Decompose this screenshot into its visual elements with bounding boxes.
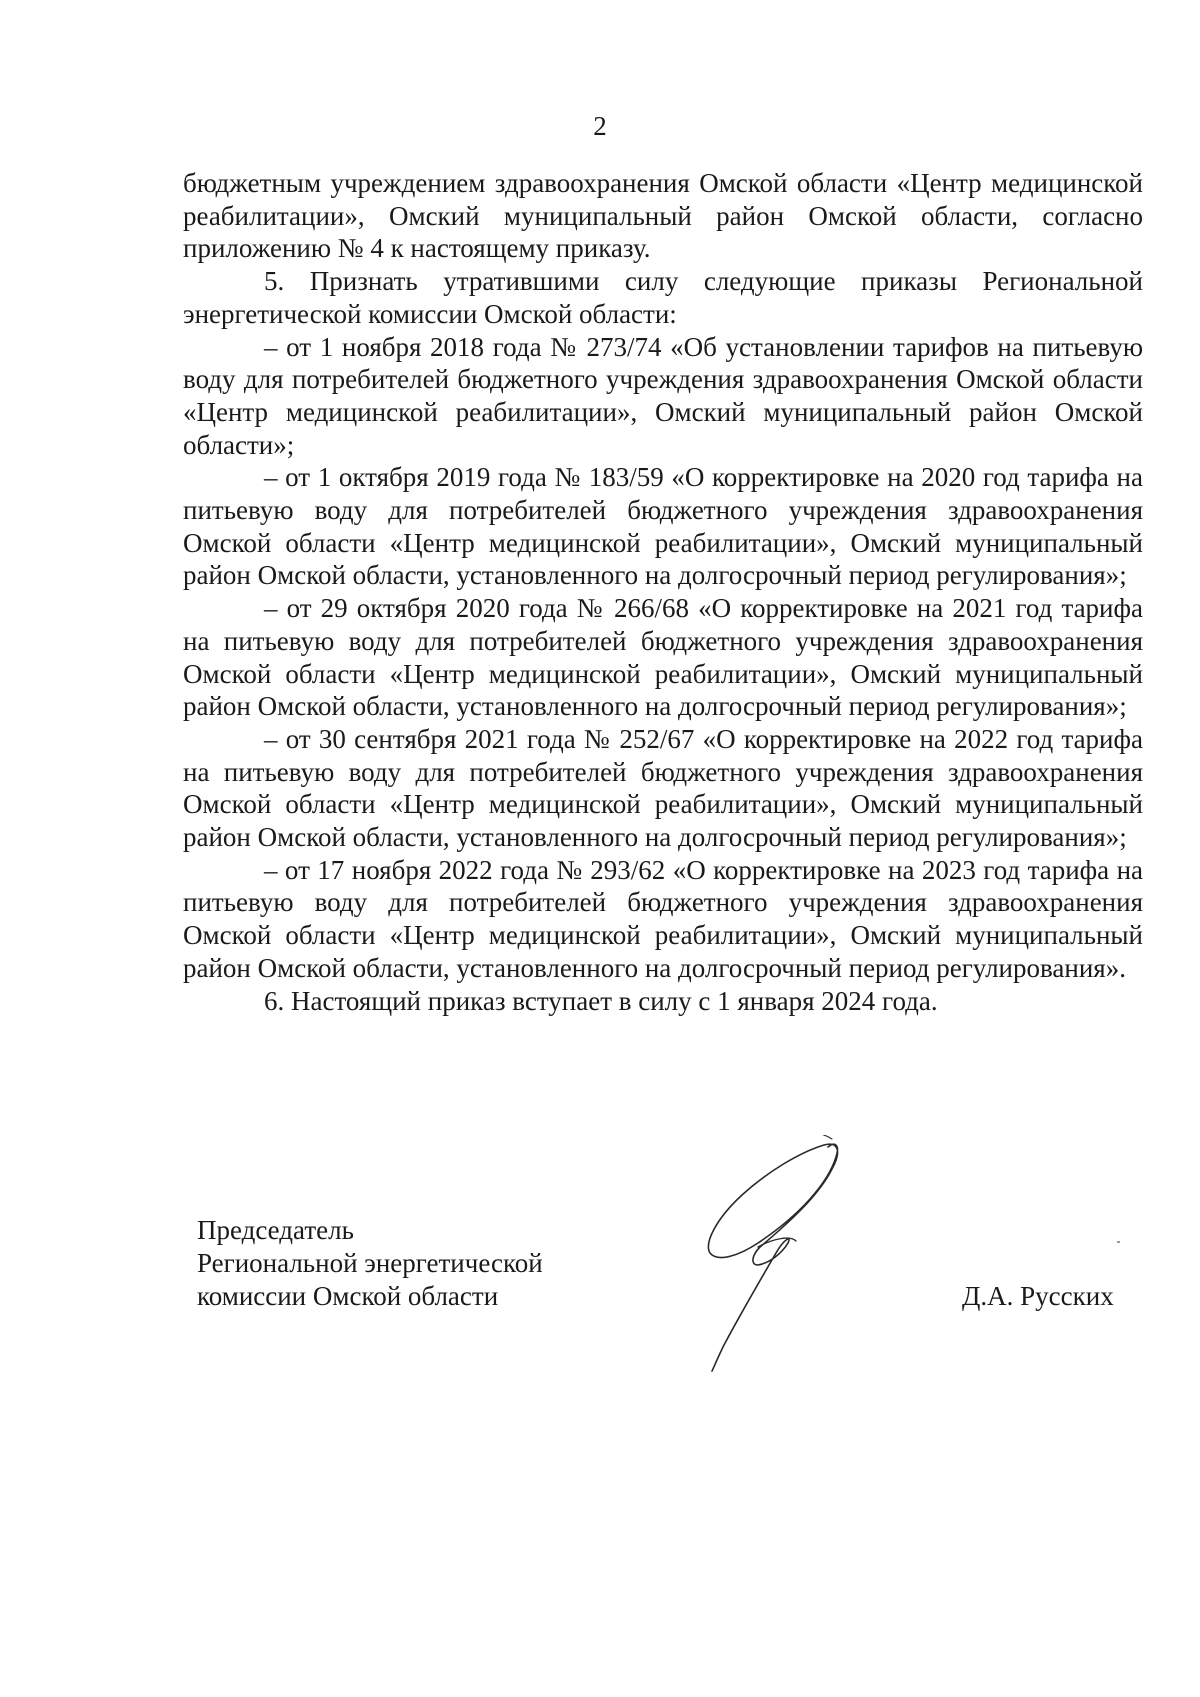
paragraph-order-2021: – от 30 сентября 2021 года № 252/67 «О корректировке на 2022 год тарифа на питьевую воду для потребителей бюджетного учреждения здравоохранения Омской области «Центр медицинской реабилитации», Омский муниципальный район Омской области, установленного на долгосрочный период регулирования»; [183,723,1143,853]
signer-position-line: комиссии Омской области [197,1281,499,1311]
signer-position-line: Региональной энергетической [197,1248,543,1278]
paragraph-order-2019: – от 1 октября 2019 года № 183/59 «О корректировке на 2020 год тарифа на питьевую воду для потребителей бюджетного учреждения здравоохранения Омской области «Центр медицинской реабилитации», Омский муниципальный район Омской области, установленного на долгосрочный период регулирования»; [183,462,1143,591]
signer-position [197,1214,543,1313]
handwritten-signature [700,1135,920,1375]
page-number: 2 [593,111,607,141]
paragraph-item-5: 5. Признать утратившими силу следующие приказы Региональной энергетической комиссии Омской области: [183,266,1143,329]
paragraph-order-2022: – от 17 ноября 2022 года № 293/62 «О корректировке на 2023 год тарифа на питьевую воду для потребителей бюджетного учреждения здравоохранения Омской области «Центр медицинской реабилитации», Омский муниципальный район Омской области, установленного на долгосрочный период регулирования». [183,854,1143,983]
signer-name: Д.А. Русских [962,1281,1114,1311]
paragraph-item-6: 6. Настоящий приказ вступает в силу с 1 января 2024 года. [264,985,938,1016]
scan-artifact [1117,1241,1120,1243]
paragraph-continuation: бюджетным учреждением здравоохранения Омской области «Центр медицинской реабилитации», Омский муниципальный район Омской области, согласно приложению № 4 к настоящему приказу. [183,168,1143,264]
signer-position-line: Председатель [197,1215,354,1245]
document-body [183,167,1143,1017]
paragraph-order-2018: – от 1 ноября 2018 года № 273/74 «Об установлении тарифов на питьевую воду для потребителей бюджетного учреждения здравоохранения Омской области «Центр медицинской реабилитации», Омский муниципальный район Омской области»; [183,331,1143,460]
paragraph-order-2020: – от 29 октября 2020 года № 266/68 «О корректировке на 2021 год тарифа на питьевую воду для потребителей бюджетного учреждения здравоохранения Омской области «Центр медицинской реабилитации», Омский муниципальный район Омской области, установленного на долгосрочный период регулирования»; [183,593,1143,722]
